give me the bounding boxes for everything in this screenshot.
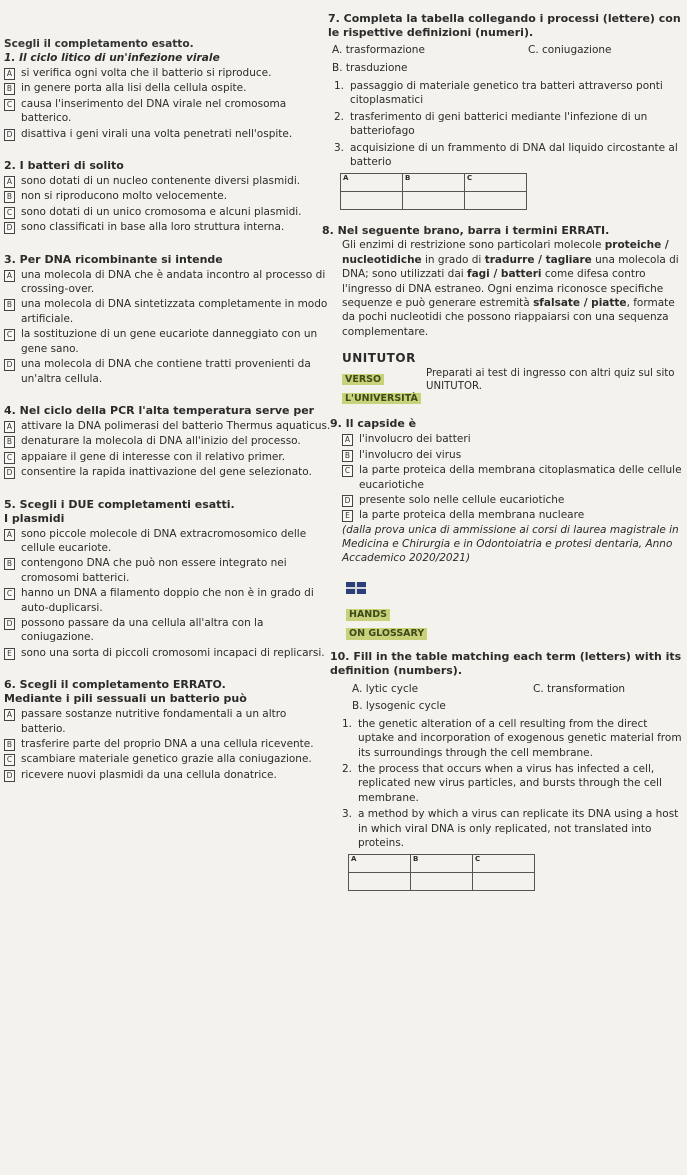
- option[interactable]: A sono piccole molecole di DNA extracromosomico delle cellule eucariote.: [4, 527, 334, 556]
- checkbox[interactable]: A: [4, 421, 15, 433]
- question-6: [4, 678, 334, 782]
- checkbox[interactable]: C: [4, 588, 15, 600]
- table-header: A: [349, 855, 411, 873]
- checkbox[interactable]: B: [342, 450, 353, 462]
- checkbox[interactable]: B: [4, 436, 15, 448]
- option[interactable]: A l'involucro dei batteri: [342, 432, 684, 446]
- checkbox[interactable]: A: [4, 709, 15, 721]
- definition: 2. trasferimento di geni batterici mediante l'infezione di un batteriofago: [333, 110, 648, 138]
- table-header: B: [403, 174, 465, 192]
- right-column: [322, 12, 684, 891]
- question-7: [322, 12, 684, 210]
- terms-row: [330, 682, 684, 696]
- checkbox[interactable]: D: [4, 618, 15, 630]
- table-header: A: [341, 174, 403, 192]
- option[interactable]: B l'involucro dei virus: [342, 448, 684, 462]
- checkbox[interactable]: D: [4, 467, 15, 479]
- option[interactable]: E la parte proteica della membrana nucleare: [342, 508, 684, 522]
- question-title: 7. Completa la tabella collegando i processi (lettere) con le rispettive definizioni (numeri).: [328, 12, 681, 39]
- checkbox[interactable]: E: [4, 648, 15, 660]
- question-title: 6. Scegli il completamento ERRATO.: [4, 678, 226, 692]
- option[interactable]: C appaiare il gene di interesse con il relativo primer.: [4, 450, 334, 464]
- checkbox[interactable]: A: [4, 270, 15, 282]
- checkbox[interactable]: A: [342, 434, 353, 446]
- answer-table: [340, 173, 527, 210]
- option[interactable]: D presente solo nelle cellule eucariotiche: [342, 493, 684, 507]
- choice[interactable]: proteiche / nucleotidiche: [342, 239, 669, 266]
- checkbox[interactable]: C: [342, 465, 353, 477]
- option[interactable]: D ricevere nuovi plasmidi da una cellula donatrice.: [4, 768, 334, 782]
- option[interactable]: C la parte proteica della membrana citoplasmatica delle cellule eucariotiche: [342, 463, 684, 492]
- checkbox[interactable]: D: [4, 222, 15, 234]
- term: B. lysogenic cycle: [352, 699, 446, 712]
- checkbox[interactable]: A: [4, 176, 15, 188]
- option[interactable]: D sono classificati in base alla loro struttura interna.: [4, 220, 334, 234]
- question-3: [4, 253, 334, 386]
- option[interactable]: B una molecola di DNA sintetizzata completamente in modo artificiale.: [4, 297, 334, 326]
- option[interactable]: D consentire la rapida inattivazione del gene selezionato.: [4, 465, 334, 479]
- option[interactable]: A attivare la DNA polimerasi del batterio Thermus aquaticus.: [4, 419, 334, 433]
- unitutor-promo: [322, 351, 684, 405]
- terms-row: [322, 43, 684, 57]
- question-title: 1. Il ciclo litico di un'infezione virale: [4, 52, 220, 64]
- option[interactable]: A passare sostanze nutritive fondamentali a un altro batterio.: [4, 707, 334, 736]
- definition: 1. passaggio di materiale genetico tra batteri attraverso ponti citoplasmatici: [333, 80, 663, 107]
- option[interactable]: A sono dotati di un nucleo contenente diversi plasmidi.: [4, 174, 334, 188]
- option[interactable]: D una molecola di DNA che contiene tratti provenienti da un'altra cellula.: [4, 357, 334, 386]
- left-column: [4, 38, 334, 782]
- term: C. transformation: [533, 682, 626, 695]
- checkbox[interactable]: B: [4, 83, 15, 95]
- question-9: [322, 417, 684, 564]
- answer-cell[interactable]: [473, 873, 535, 891]
- option[interactable]: C la sostituzione di un gene eucariote danneggiato con un gene sano.: [4, 327, 334, 356]
- term: A. trasformazione: [332, 44, 425, 56]
- answer-cell[interactable]: [465, 192, 527, 210]
- answer-cell[interactable]: [403, 192, 465, 210]
- promo-text: Preparati ai test di ingresso con altri quiz sul sito UNITUTOR.: [426, 368, 675, 393]
- badge: VERSO: [342, 374, 384, 385]
- term: B. trasduzione: [332, 62, 408, 74]
- question-4: [4, 404, 334, 480]
- option[interactable]: C scambiare materiale genetico grazie alla coniugazione.: [4, 752, 334, 766]
- definition: 3. acquisizione di un frammento di DNA dal liquido circostante al batterio: [333, 141, 678, 169]
- question-title: 5. Scegli i DUE completamenti esatti.: [4, 497, 235, 511]
- checkbox[interactable]: D: [4, 359, 15, 371]
- hands-on-glossary: [322, 579, 684, 640]
- answer-table: [348, 854, 535, 891]
- checkbox[interactable]: B: [4, 191, 15, 203]
- option[interactable]: B in genere porta alla lisi della cellula ospite.: [4, 81, 334, 95]
- passage: Gli enzimi di restrizione sono particolari molecole proteiche / nucleotidiche in grado di tradurre / tagliare una molecola di DNA; sono utilizzati dai fagi / batteri come difesa contro l'ingresso di DNA estraneo. Ogni enzima riconosce specifiche sequenze e può generare estremità sfalsate / piatte, formate da pochi nucleotidi che possono riappaiarsi con una sequenza complementare.: [342, 239, 679, 338]
- unitutor-logo: UNITUTOR: [342, 351, 416, 366]
- checkbox[interactable]: C: [4, 452, 15, 464]
- checkbox[interactable]: C: [4, 99, 15, 111]
- definition: 2. the process that occurs when a virus has infected a cell, replicated new virus particles, and bursts through the cell membrane.: [341, 762, 662, 804]
- option[interactable]: B denaturare la molecola di DNA all'inizio del processo.: [4, 434, 334, 448]
- question-title: 10. Fill in the table matching each term (letters) with its definition (numbers).: [330, 649, 682, 677]
- definition: 3. a method by which a virus can replicate its DNA using a host in which viral DNA is only replicated, not translated into proteins.: [341, 808, 679, 849]
- badge: HANDS: [346, 609, 390, 621]
- option[interactable]: B non si riproducono molto velocemente.: [4, 189, 334, 203]
- table-header: C: [465, 174, 527, 192]
- option[interactable]: B contengono DNA che può non essere integrato nei cromosomi batterici.: [4, 556, 334, 585]
- answer-cell[interactable]: [411, 873, 473, 891]
- checkbox[interactable]: D: [342, 495, 353, 507]
- checkbox[interactable]: D: [4, 770, 15, 782]
- uk-flag-icon: [346, 582, 366, 594]
- question-title: 2. I batteri di solito: [4, 159, 124, 173]
- table-header: C: [473, 855, 535, 873]
- question-title: 3. Per DNA ricombinante si intende: [4, 252, 223, 266]
- question-5: [4, 498, 334, 661]
- instruction: Scegli il completamento esatto.: [4, 38, 194, 50]
- badge: ON GLOSSARY: [346, 628, 427, 640]
- option[interactable]: D possono passare da una cellula all'altra con la coniugazione.: [4, 616, 334, 645]
- definition: 1. the genetic alteration of a cell resulting from the direct uptake and incorporation of exogenous genetic material from its surroundings through the cell membrane.: [341, 717, 682, 759]
- checkbox[interactable]: C: [4, 329, 15, 341]
- checkbox[interactable]: A: [4, 68, 15, 80]
- answer-cell[interactable]: [341, 192, 403, 210]
- question-subtitle: I plasmidi: [4, 511, 65, 525]
- option[interactable]: D disattiva i geni virali una volta penetrati nell'ospite.: [4, 127, 334, 141]
- term: A. lytic cycle: [352, 682, 419, 695]
- option[interactable]: A una molecola di DNA che è andata incontro al processo di crossing-over.: [4, 268, 334, 297]
- term: C. coniugazione: [528, 44, 612, 56]
- checkbox[interactable]: E: [342, 510, 353, 522]
- question-title: 8. Nel seguente brano, barra i termini ERRATI.: [322, 224, 610, 238]
- choice[interactable]: fagi / batteri: [467, 268, 542, 281]
- terms-row: [330, 699, 684, 713]
- checkbox[interactable]: C: [4, 754, 15, 766]
- question-10: [322, 650, 684, 892]
- question-8: [322, 224, 684, 339]
- question-title: 9. Il capside è: [330, 417, 417, 431]
- question-1: [4, 51, 334, 141]
- table-header: B: [411, 855, 473, 873]
- option[interactable]: C hanno un DNA a filamento doppio che non è in grado di auto-duplicarsi.: [4, 586, 334, 615]
- terms-row: [322, 61, 684, 75]
- checkbox[interactable]: C: [4, 207, 15, 219]
- option[interactable]: A si verifica ogni volta che il batterio si riproduce.: [4, 66, 334, 80]
- source-note: (dalla prova unica di ammissione ai corsi di laurea magistrale in Medicina e Chirurgia e in Odontoiatria e protesi dentaria, Anno Accademico 2020/2021): [342, 523, 679, 564]
- question-title: 4. Nel ciclo della PCR l'alta temperatura serve per: [4, 403, 315, 417]
- question-subtitle: Mediante i pili sessuali un batterio può: [4, 692, 247, 706]
- checkbox[interactable]: A: [4, 529, 15, 541]
- checkbox[interactable]: B: [4, 739, 15, 751]
- choice[interactable]: tradurre / tagliare: [484, 253, 592, 266]
- checkbox[interactable]: D: [4, 129, 15, 141]
- answer-cell[interactable]: [349, 873, 411, 891]
- option[interactable]: C causa l'inserimento del DNA virale nel cromosoma batterico.: [4, 97, 334, 126]
- option[interactable]: E sono una sorta di piccoli cromosomi incapaci di replicarsi.: [4, 646, 334, 660]
- option[interactable]: C sono dotati di un unico cromosoma e alcuni plasmidi.: [4, 205, 334, 219]
- question-2: [4, 159, 334, 235]
- option[interactable]: B trasferire parte del proprio DNA a una cellula ricevente.: [4, 737, 334, 751]
- choice[interactable]: sfalsate / piatte: [533, 297, 627, 310]
- checkbox[interactable]: B: [4, 299, 15, 311]
- badge: L'UNIVERSITÀ: [342, 393, 421, 404]
- checkbox[interactable]: B: [4, 558, 15, 570]
